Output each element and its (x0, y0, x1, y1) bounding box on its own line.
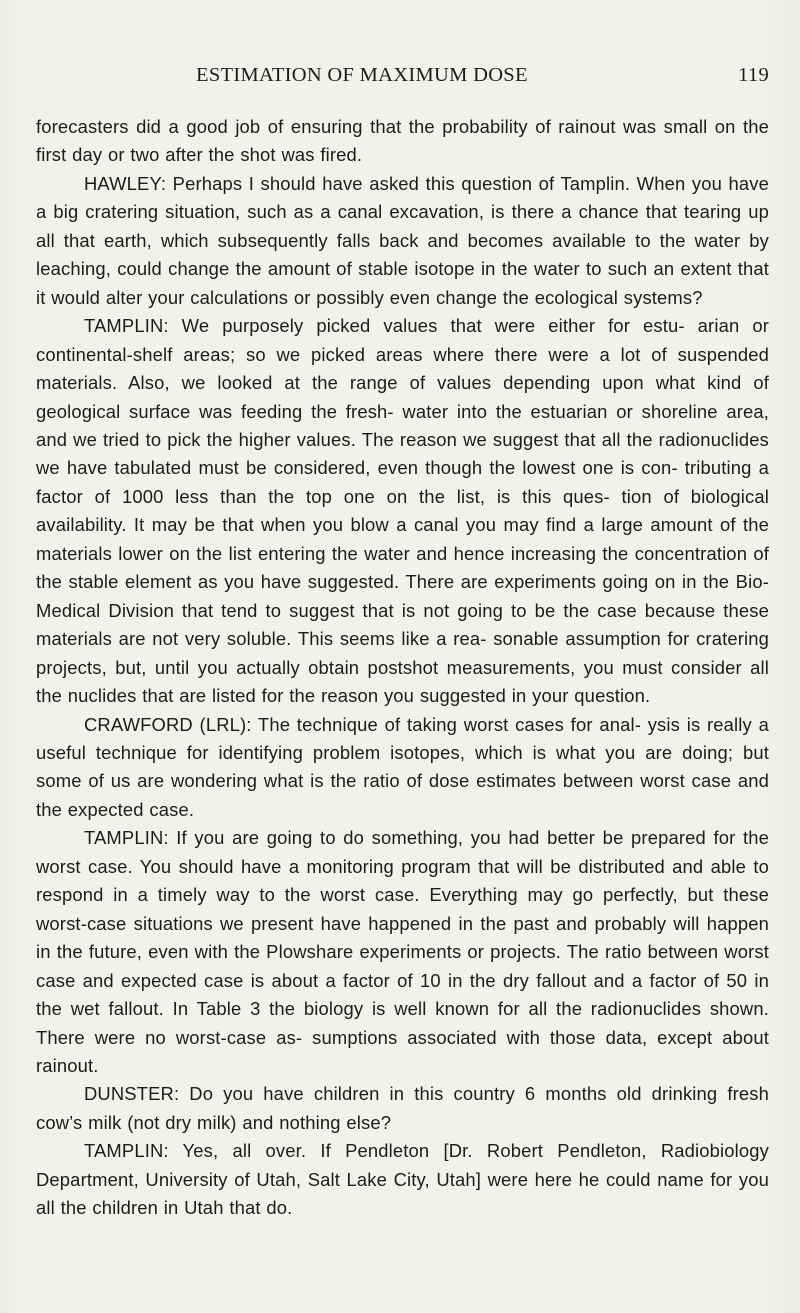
running-head: ESTIMATION OF MAXIMUM DOSE (196, 64, 528, 86)
paragraph-tamplin-2: TAMPLIN: If you are going to do something, you had better be prepared for the worst case. You should have a monitoring program that will be distributed and able to respond in a timely way to the worst case. Everything may go perfectly, but these worst-case situations we present have happened in the past and probably will happen in the future, even with the Plowshare experiments or projects. The ratio between worst case and expected case is about a factor of 10 in the dry fallout and a factor of 50 in the wet fallout. In Table 3 the biology is well known for all the radionuclides shown. There were no worst-case as- sumptions associated with those data, except about rainout. (36, 827, 769, 1076)
paragraph-crawford: CRAWFORD (LRL): The technique of taking worst cases for anal- ysis is really a useful technique for identifying problem isotopes, which is what you are doing; but some of us are wondering what is the ratio of dose estimates between worst case and the expected case. (36, 713, 769, 820)
page-header (36, 64, 769, 92)
page-number: 119 (738, 64, 769, 86)
paragraph-dunster: DUNSTER: Do you have children in this country 6 months old drinking fresh cow’s milk (not dry milk) and nothing else? (36, 1083, 769, 1133)
paragraph-tamplin-1: TAMPLIN: We purposely picked values that were either for estu- arian or continental-shelf areas; so we picked areas where there were a lot of suspended materials. Also, we looked at the range of values depending upon what kind of geological surface was feeding the fresh- water into the estuarian or shoreline area, and we tried to pick the higher values. The reason we suggest that all the radionuclides we have tabulated must be considered, even though the lowest one is con- tributing a factor of 1000 less than the top one on the list, is this ques- tion of biological availability. It may be that when you blow a canal you may find a large amount of the materials lower on the list entering the water and hence increasing the concentration of the stable element as you have suggested. There are experiments going on in the Bio- Medical Division that tend to suggest that is not going to be the case because these materials are not very soluble. This seems like a rea- sonable assumption for cratering projects, but, until you actually obtain postshot measurements, you must consider all the nuclides that are listed for the reason you suggested in your question. (36, 315, 769, 707)
paragraph-hawley: HAWLEY: Perhaps I should have asked this question of Tamplin. When you have a big cratering situation, such as a canal excavation, is there a chance that tearing up all that earth, which subsequently falls back and becomes available to the water by leaching, could change the amount of stable isotope in the water to such an extent that it would alter your calculations or possibly even change the ecological systems? (36, 172, 769, 308)
paragraph-continuation: forecasters did a good job of ensuring that the probability of rainout was small on the first day or two after the shot was fired. (36, 116, 769, 166)
body-text (36, 113, 769, 1223)
paragraph-tamplin-3: TAMPLIN: Yes, all over. If Pendleton [Dr. Robert Pendleton, Radiobiology Department, University of Utah, Salt Lake City, Utah] were here he could name for you all the children in Utah that do. (36, 1140, 769, 1219)
